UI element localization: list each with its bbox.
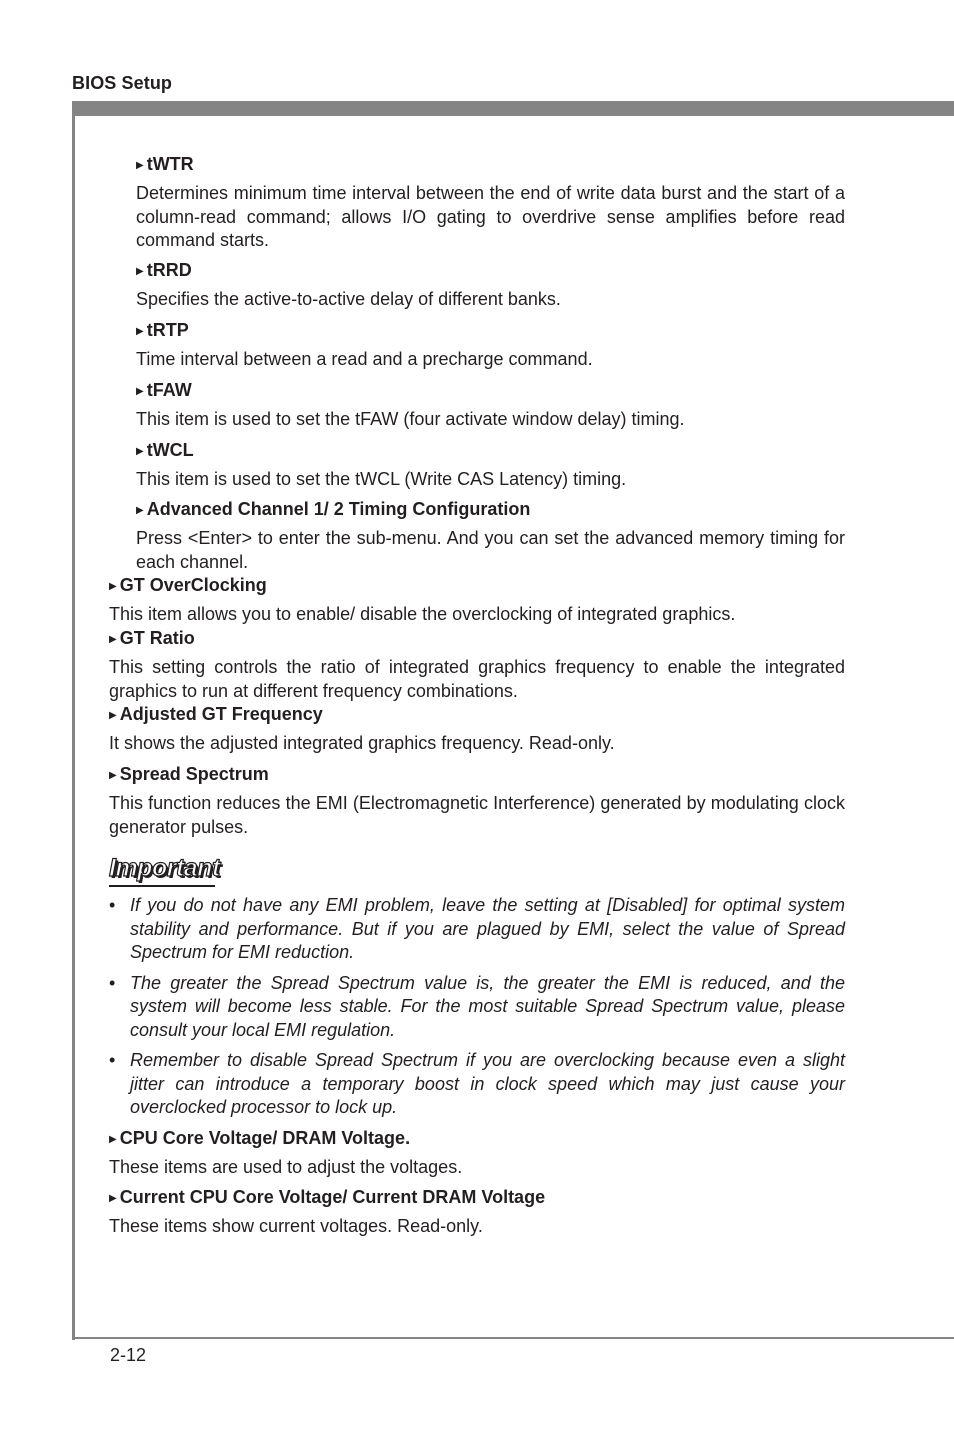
- important-bullet-list: [109, 894, 845, 1127]
- entry-description: It shows the adjusted integrated graphics frequency. Read-only.: [109, 733, 615, 753]
- entry-spread-spectrum: [109, 762, 845, 839]
- bullet-text: The greater the Spread Spectrum value is, the greater the EMI is reduced, and the system will become less stable. For the most suitable Spread Spectrum value, please consult your local EMI regulation.: [130, 972, 845, 1040]
- header-bar: [72, 101, 954, 116]
- entry-description: Specifies the active-to-active delay of different banks.: [136, 289, 561, 309]
- entry-trrd: [136, 258, 845, 312]
- page-number: 2-12: [110, 1345, 147, 1365]
- bullet-dot-icon: •: [109, 972, 116, 993]
- bullet-text: If you do not have any EMI problem, leave the setting at [Disabled] for optimal system stability and performance. But if you are plagued by EMI, select the value of Spread Spectrum for EMI reduction.: [130, 895, 845, 962]
- triangle-right-icon: ▶: [136, 505, 144, 516]
- triangle-right-icon: ▶: [136, 266, 144, 277]
- important-bullet: [109, 894, 845, 965]
- entry-description: These items are used to adjust the voltages.: [109, 1157, 463, 1177]
- entry-title: Spread Spectrum: [119, 764, 269, 784]
- entry-gt-overclocking: [109, 573, 845, 627]
- entry-description: This function reduces the EMI (Electromagnetic Interference) generated by modulating clock generator pulses.: [109, 793, 845, 837]
- entry-twtr: [136, 152, 845, 253]
- bullet-dot-icon: •: [109, 895, 116, 915]
- entry-title: GT Ratio: [119, 628, 195, 648]
- left-rule: [72, 116, 75, 1340]
- entry-tfaw: [136, 378, 845, 432]
- entry-trtp: [136, 318, 845, 372]
- entry-description: Determines minimum time interval between the end of write data burst and the start of a column-read command; allows I/O gating to overdrive sense amplifies before read command starts.: [136, 183, 845, 250]
- important-bullet: [109, 972, 845, 1043]
- entry-title: CPU Core Voltage/ DRAM Voltage.: [119, 1128, 411, 1148]
- entry-description: This setting controls the ratio of integrated graphics frequency to enable the integrated graphics to run at different frequency combinations.: [109, 657, 845, 701]
- bullet-text: Remember to disable Spread Spectrum if you are overclocking because even a slight jitter can introduce a temporary boost in clock speed which may just cause your overclocked processor to lock up.: [130, 1050, 845, 1117]
- important-underline: [109, 885, 215, 887]
- triangle-right-icon: ▶: [136, 386, 144, 397]
- bottom-rule: [72, 1337, 954, 1339]
- triangle-right-icon: ▶: [109, 1193, 117, 1204]
- entry-description: Time interval between a read and a precharge command.: [136, 349, 593, 369]
- entry-twcl: [136, 438, 845, 492]
- triangle-right-icon: ▶: [109, 770, 117, 781]
- triangle-right-icon: ▶: [109, 710, 117, 721]
- triangle-right-icon: ▶: [136, 326, 144, 337]
- important-heading: Important: [109, 854, 220, 882]
- entry-description: This item is used to set the tFAW (four activate window delay) timing.: [136, 409, 685, 429]
- triangle-right-icon: ▶: [109, 634, 117, 645]
- entry-description: These items show current voltages. Read-only.: [109, 1216, 483, 1236]
- entry-title: tRRD: [146, 260, 192, 280]
- entry-title: GT OverClocking: [119, 575, 267, 595]
- triangle-right-icon: ▶: [109, 581, 117, 592]
- entry-cpu-core-dram-voltage: [109, 1126, 845, 1180]
- entry-title: tRTP: [146, 320, 189, 340]
- triangle-right-icon: ▶: [136, 446, 144, 457]
- entry-description: This item is used to set the tWCL (Write CAS Latency) timing.: [136, 469, 627, 489]
- entry-title: tFAW: [146, 380, 192, 400]
- entry-gt-ratio: [109, 626, 845, 703]
- entry-title: tWCL: [146, 440, 194, 460]
- entry-title: tWTR: [146, 154, 194, 174]
- entry-title: Adjusted GT Frequency: [119, 704, 323, 724]
- important-bullet: [109, 1049, 845, 1120]
- bullet-dot-icon: •: [109, 1050, 116, 1070]
- page-header-title: BIOS Setup: [72, 73, 173, 93]
- entry-adjusted-gt-frequency: [109, 702, 845, 756]
- entry-current-voltages: [109, 1185, 845, 1239]
- entry-title: Current CPU Core Voltage/ Current DRAM Voltage: [119, 1187, 546, 1207]
- entry-description: Press <Enter> to enter the sub-menu. And you can set the advanced memory timing for each channel.: [136, 528, 845, 572]
- entry-advanced-channel-timing: [136, 497, 845, 574]
- entry-title: Advanced Channel 1/ 2 Timing Configuration: [146, 499, 531, 519]
- entry-description: This item allows you to enable/ disable the overclocking of integrated graphics.: [109, 604, 736, 624]
- triangle-right-icon: ▶: [109, 1134, 117, 1145]
- triangle-right-icon: ▶: [136, 160, 144, 171]
